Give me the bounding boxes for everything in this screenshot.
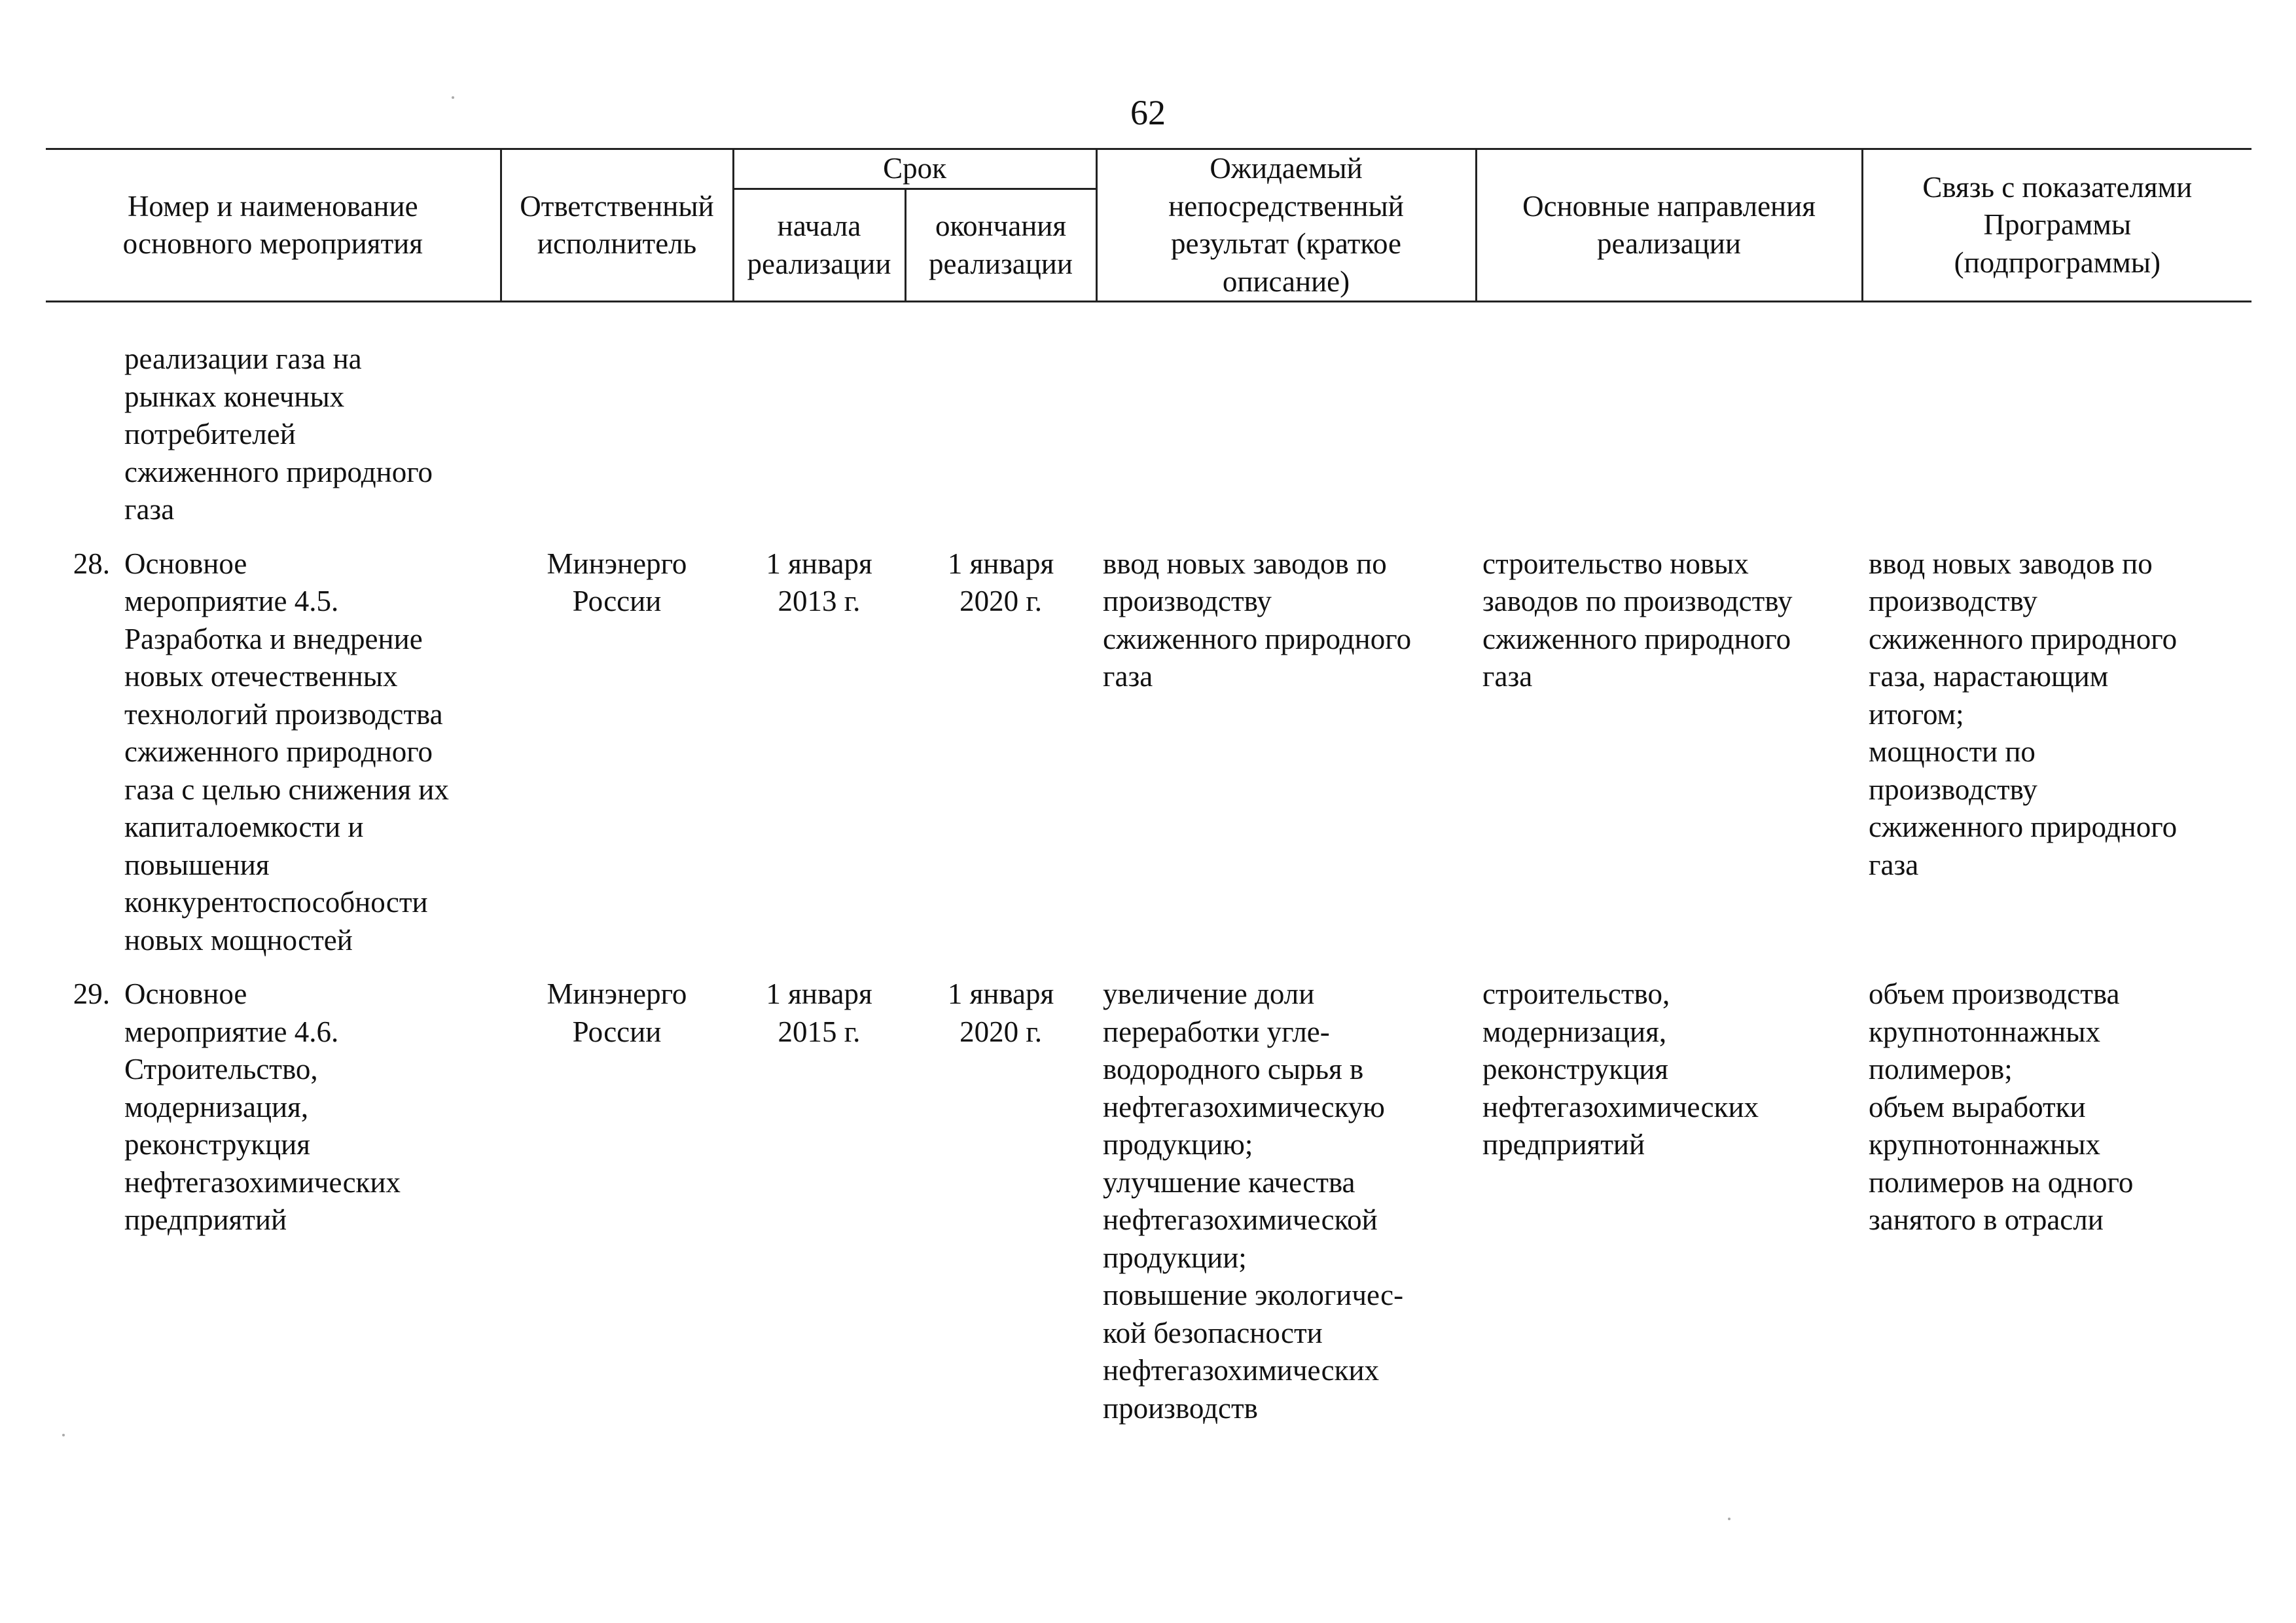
text-line: мероприятие 4.6. xyxy=(124,1015,339,1048)
text-line: реконструкция xyxy=(1482,1053,1668,1085)
end-date-cell xyxy=(905,545,1096,976)
executor-cell xyxy=(501,976,733,1444)
text-line: сжиженного природного xyxy=(1482,622,1791,655)
text-line: производству xyxy=(1869,585,2037,617)
text-line: объем производства xyxy=(1869,977,2120,1010)
text-line: России xyxy=(572,585,662,617)
text-line: Ожидаемый xyxy=(1210,152,1363,185)
indicator-link-cell xyxy=(1862,976,2251,1444)
text-line: повышение экологичес- xyxy=(1103,1279,1404,1311)
row-number: 29. xyxy=(73,977,110,1010)
text-line: реализации xyxy=(747,247,891,280)
text-line: ввод новых заводов по xyxy=(1869,547,2153,580)
text-line: Строительство, xyxy=(124,1053,318,1085)
continuation-name-cell xyxy=(46,302,501,545)
text-line: газа xyxy=(124,493,175,526)
text-line: Программы xyxy=(1983,208,2132,242)
header-name-cell xyxy=(46,149,501,302)
text-line: полимеров; xyxy=(1869,1053,2013,1085)
text-line: сжиженного природного xyxy=(1103,622,1412,655)
text-line: потребителей xyxy=(124,418,296,450)
text-line: рынках конечных xyxy=(124,380,345,413)
text-line: крупнотоннажных xyxy=(1869,1128,2100,1161)
text-line: новых мощностей xyxy=(124,923,353,957)
text-line: описание) xyxy=(1222,264,1350,298)
text-line: Основные направления xyxy=(1522,189,1816,223)
header-result-cell xyxy=(1096,149,1476,302)
header-end-cell xyxy=(905,189,1096,302)
text-line: газа xyxy=(1869,848,1919,881)
text-line: Связь с показателями xyxy=(1922,170,2193,204)
text-line: нефтегазохимическую xyxy=(1103,1090,1385,1123)
text-line: Минэнерго xyxy=(547,977,687,1010)
result-cell xyxy=(1096,976,1476,1444)
text-line: сжиженного природного xyxy=(124,455,433,488)
text-line: исполнитель xyxy=(537,227,697,260)
text-line: реализации xyxy=(929,247,1073,280)
text-line: водородного сырья в xyxy=(1103,1053,1364,1085)
header-term-label: Срок xyxy=(883,152,946,185)
header-start-cell xyxy=(733,189,905,302)
row-number: 28. xyxy=(73,547,110,580)
text-line: предприятий xyxy=(124,1203,287,1236)
text-line: сжиженного природного xyxy=(124,735,433,768)
table-header xyxy=(46,149,2251,302)
text-line: 1 января xyxy=(766,547,872,580)
page-number: 62 xyxy=(1130,93,1166,132)
directions-cell xyxy=(1476,545,1862,976)
directions-cell xyxy=(1476,976,1862,1444)
text-line: Ответственный xyxy=(520,189,714,223)
text-line: (подпрограммы) xyxy=(1954,246,2161,279)
text-line: газа xyxy=(1103,660,1153,693)
text-line: сжиженного природного xyxy=(1869,622,2178,655)
text-line: производству xyxy=(1103,585,1272,617)
header-link-cell xyxy=(1862,149,2251,302)
result-cell xyxy=(1096,545,1476,976)
program-table xyxy=(46,148,2251,1444)
text-line: занятого в отрасли xyxy=(1869,1203,2104,1236)
executor-cell xyxy=(501,545,733,976)
table-row xyxy=(46,976,2251,1444)
table-row xyxy=(46,545,2251,976)
text-line: газа xyxy=(1482,660,1533,693)
text-line: полимеров на одного xyxy=(1869,1165,2134,1199)
header-directions-cell xyxy=(1476,149,1862,302)
text-line: реализации xyxy=(1597,227,1741,260)
activity-name-cell xyxy=(46,976,501,1444)
text-line: нефтегазохимической xyxy=(1103,1203,1378,1236)
text-line: производству xyxy=(1869,773,2037,806)
table-body xyxy=(46,302,2251,1444)
text-line: предприятий xyxy=(1482,1128,1645,1161)
text-line: 1 января xyxy=(947,977,1054,1010)
text-line: капиталоемкости и xyxy=(124,811,364,843)
text-line: увеличение доли xyxy=(1103,977,1315,1010)
text-line: Номер и наименование xyxy=(127,189,418,223)
header-term-cell xyxy=(733,149,1096,189)
text-line: конкурентоспособности xyxy=(124,886,428,919)
text-line: нефтегазохимических xyxy=(1482,1090,1759,1123)
text-line: сжиженного природного xyxy=(1869,811,2178,843)
text-line: нефтегазохимических xyxy=(124,1165,401,1199)
text-line: 2013 г. xyxy=(778,585,861,617)
text-line: непосредственный xyxy=(1168,189,1404,223)
indicator-link-cell xyxy=(1862,545,2251,976)
text-line: 1 января xyxy=(947,547,1054,580)
text-line: производств xyxy=(1103,1391,1258,1425)
text-line: модернизация, xyxy=(124,1090,309,1123)
text-line: мощности по xyxy=(1869,735,2036,768)
text-line: улучшение качества xyxy=(1103,1165,1355,1199)
text-line: кой безопасности xyxy=(1103,1316,1323,1349)
text-line: повышения xyxy=(124,848,270,881)
text-line: переработки угле- xyxy=(1103,1015,1330,1048)
text-line: Основное xyxy=(124,977,247,1010)
text-line: итогом; xyxy=(1869,697,1964,731)
text-line: 2020 г. xyxy=(960,585,1042,617)
text-line: 2020 г. xyxy=(960,1015,1042,1048)
activity-name-text xyxy=(124,545,501,960)
text-line: основного мероприятия xyxy=(122,227,423,260)
text-line: Минэнерго xyxy=(547,547,687,580)
activity-name-cell xyxy=(46,545,501,976)
text-line: строительство, xyxy=(1482,977,1670,1010)
text-line: газа, нарастающим xyxy=(1869,660,2109,693)
text-line: России xyxy=(572,1015,662,1048)
text-line: Разработка и внедрение xyxy=(124,622,423,655)
end-date-cell xyxy=(905,976,1096,1444)
text-line: 2015 г. xyxy=(778,1015,861,1048)
text-line: продукции; xyxy=(1103,1241,1247,1274)
text-line: нефтегазохимических xyxy=(1103,1354,1380,1387)
text-line: Основное xyxy=(124,547,247,580)
text-line: модернизация, xyxy=(1482,1015,1667,1048)
header-executor-cell xyxy=(501,149,733,302)
start-date-cell xyxy=(733,976,905,1444)
text-line: реализации газа на xyxy=(124,342,362,375)
text-line: заводов по производству xyxy=(1482,585,1793,617)
text-line: объем выработки xyxy=(1869,1090,2086,1123)
text-line: начала xyxy=(777,210,861,243)
text-line: реконструкция xyxy=(124,1128,310,1161)
scan-speck xyxy=(62,1434,65,1436)
scan-speck xyxy=(1728,1518,1731,1520)
text-line: газа с целью снижения их xyxy=(124,773,449,806)
table-row-continuation xyxy=(46,302,2251,545)
text-line: 1 января xyxy=(766,977,872,1010)
text-line: новых отечественных xyxy=(124,660,398,693)
text-line: результат (краткое xyxy=(1171,227,1402,260)
text-line: продукцию; xyxy=(1103,1128,1253,1161)
text-line: технологий производства xyxy=(124,697,443,731)
text-line: строительство новых xyxy=(1482,547,1749,580)
scan-speck xyxy=(452,96,454,99)
text-line: окончания xyxy=(935,210,1067,243)
text-line: мероприятие 4.5. xyxy=(124,585,339,617)
activity-name-text xyxy=(124,976,501,1239)
text-line: крупнотоннажных xyxy=(1869,1015,2100,1048)
start-date-cell xyxy=(733,545,905,976)
text-line: ввод новых заводов по xyxy=(1103,547,1387,580)
